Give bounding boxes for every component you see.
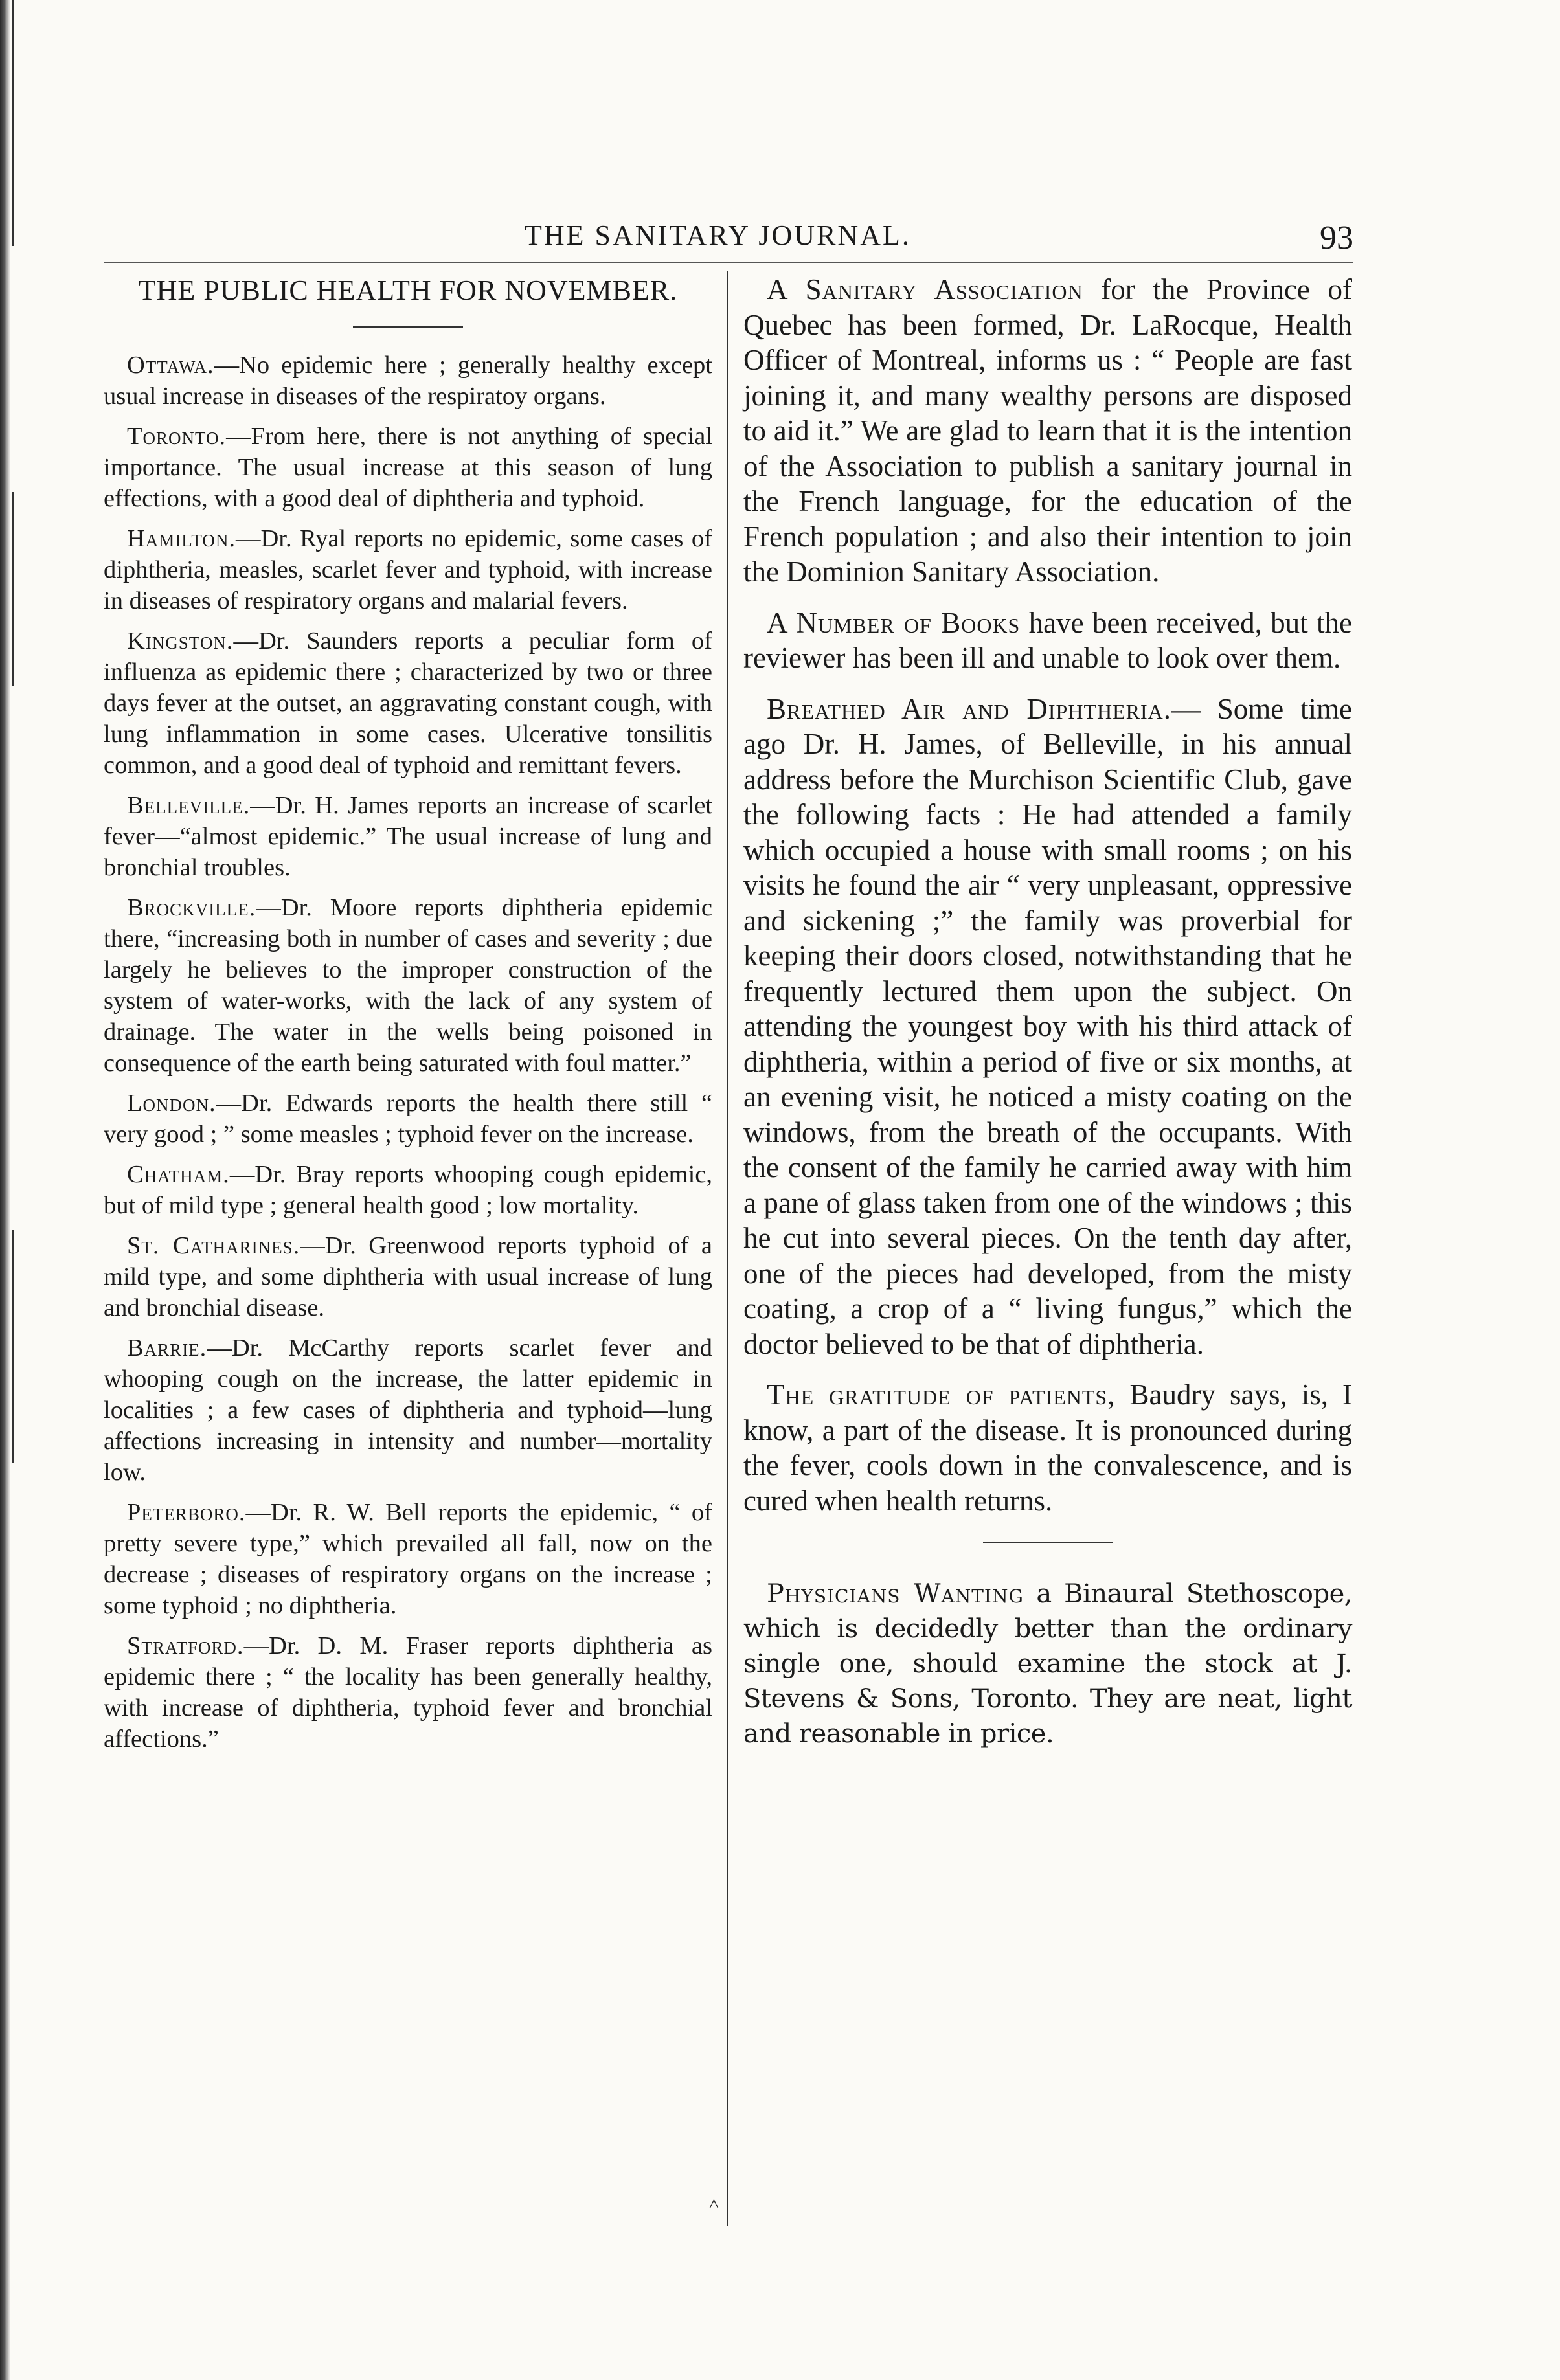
note-lead: The gratitude of patients, — [767, 1378, 1116, 1411]
report-entry — [104, 523, 712, 616]
report-entry — [104, 1630, 712, 1755]
scan-edge-mark — [12, 0, 14, 246]
report-place: Brockville. — [127, 894, 256, 921]
report-entry — [104, 625, 712, 781]
note-paragraph — [743, 691, 1352, 1362]
column-divider — [727, 271, 728, 2226]
column-title: THE PUBLIC HEALTH FOR NOVEMBER. — [138, 275, 678, 306]
report-entry — [104, 1332, 712, 1488]
ad-lead: Physicians Wanting — [767, 1579, 1024, 1609]
notes-section — [743, 272, 1352, 1518]
report-text: —Dr. Greenwood reports typhoid of a mild type, and some diphtheria with usual increase of lung and bronchial disease. — [104, 1232, 712, 1321]
report-entry — [104, 350, 712, 412]
report-entry — [104, 1230, 712, 1323]
note-lead: A Number of Books — [767, 606, 1021, 639]
report-place: London. — [127, 1090, 216, 1117]
note-text: — Some time ago Dr. H. James, of Belleville, in his annual address before the Murchison Scientific Club, gave the following facts : He had attended a family which occupied a house with small rooms ; on his visits he found the air “ very unpleasant, oppressive and sickening ;” the family was proverbial for keeping their doors closed, notwithstanding that he frequently lectured them upon the subject. On attending the youngest boy with his third attack of diphtheria, within a period of five or six months, at an evening visit, he noticed a misty coating on the windows, from the breath of the occupants. With the consent of the family he carried away with him a pane of glass taken from one of the windows ; this he cut into several pieces. On the tenth day after, one of the pieces had developed, from the misty coating, a crop of a “ living fungus,” which the doctor believed to be that of diphtheria. — [743, 692, 1353, 1360]
section-rule — [983, 1542, 1113, 1543]
report-text: —From here, there is not anything of special importance. The usual increase at this season of lung effections, with a good deal of diphtheria and typhoid. — [104, 423, 712, 512]
header-rule — [104, 262, 1353, 263]
report-text: —Dr. Saunders reports a peculiar form of influenza as epidemic there ; characterized by two or three days fever at the outset, an aggravating constant cough, with lung inflammation in some cases. Ulcerative tonsilitis common, and a good deal of typhoid and remittant fevers. — [104, 627, 712, 779]
left-column — [104, 272, 712, 1764]
scan-edge-mark — [12, 1230, 14, 1463]
title-rule — [353, 326, 463, 328]
note-lead: A Sanitary Association — [767, 273, 1083, 306]
report-entry — [104, 1497, 712, 1621]
report-place: Barrie. — [127, 1334, 207, 1362]
report-place: St. Catharines. — [127, 1232, 300, 1259]
report-place: Hamilton. — [127, 525, 236, 552]
report-place: Kingston. — [127, 627, 234, 655]
health-reports — [104, 350, 712, 1755]
report-text: —Dr. R. W. Bell reports the epidemic, “ of pretty severe type,” which prevailed all fall, now on the decrease ; diseases of respiratory organs on the increase ; some typhoid ; no diphtheria. — [104, 1499, 712, 1619]
report-place: Chatham. — [127, 1161, 230, 1188]
report-place: Toronto. — [127, 423, 227, 450]
report-text: —Dr. Bray reports whooping cough epidemic, but of mild type ; general health good ; low mortality. — [104, 1161, 712, 1219]
advertisement — [743, 1577, 1352, 1751]
note-lead: Breathed Air and Diphtheria. — [767, 692, 1172, 725]
note-text: Baudry says, is, I know, a part of the disease. It is pronounced during the fever, cools down in the convalescence, and is cured when health returns. — [743, 1378, 1352, 1517]
report-text: —Dr. Moore reports diphtheria epidemic there, “increasing both in number of cases and severity ; due largely he believes to the improper construction of the system of water-works, with the lack of any system of drainage. The water in the wells being poisoned in consequence of the earth being saturated with foul matter.” — [104, 894, 712, 1077]
report-text: —Dr. D. M. Fraser reports diphtheria as epidemic there ; “ the locality has been generally healthy, with increase of diphtheria, typhoid fever and bronchial affections.” — [104, 1632, 712, 1753]
page-number: 93 — [1320, 219, 1353, 256]
note-paragraph — [743, 605, 1352, 676]
report-entry — [104, 421, 712, 514]
scan-edge-shadow — [0, 0, 10, 2380]
note-paragraph — [743, 1377, 1352, 1518]
report-entry — [104, 892, 712, 1079]
report-entry — [104, 1088, 712, 1150]
ad-text: a Binaural Stethoscope, which is decidedly better than the ordinary single one, should examine the stock at J. Stevens & Sons, Toronto. They are neat, light and reasonable in price. — [743, 1579, 1352, 1749]
report-text: —Dr. McCarthy reports scarlet fever and whooping cough on the increase, the latter epidemic in localities ; a few cases of diphtheria and typhoid—lung affections increasing in intensity and number—mortality low. — [104, 1334, 712, 1486]
running-head: THE SANITARY JOURNAL. — [525, 219, 911, 251]
report-place: Belleville. — [127, 792, 251, 819]
report-place: Peterboro. — [127, 1499, 246, 1526]
note-text: have been received, but the reviewer has been ill and unable to look over them. — [743, 606, 1352, 674]
page-header — [104, 219, 1353, 264]
report-entry — [104, 1159, 712, 1221]
note-text: for the Province of Quebec has been formed, Dr. LaRocque, Health Officer of Montreal, informs us : “ People are fast joining it, and many wealthy persons are disposed to aid it.” We are glad to learn that it is the intention of the Association to publish a sanitary journal in the French language, for the education of the French population ; and also their intention to join the Dominion Sanitary Association. — [743, 273, 1352, 588]
report-text: —No epidemic here ; generally healthy except usual increase in diseases of the respiratoy organs. — [104, 352, 712, 410]
bottom-mark: ˄ — [708, 2194, 719, 2215]
note-paragraph — [743, 272, 1352, 590]
right-column — [743, 272, 1352, 1767]
report-text: —Dr. Edwards reports the health there still “ very good ; ” some measles ; typhoid fever on the increase. — [104, 1090, 712, 1148]
report-text: —Dr. Ryal reports no epidemic, some cases of diphtheria, measles, scarlet fever and typhoid, with increase in diseases of respiratory organs and malarial fevers. — [104, 525, 712, 614]
report-text: —Dr. H. James reports an increase of scarlet fever—“almost epidemic.” The usual increase of lung and bronchial troubles. — [104, 792, 712, 881]
report-place: Stratford. — [127, 1632, 244, 1659]
report-entry — [104, 790, 712, 883]
report-place: Ottawa. — [127, 352, 214, 379]
scan-edge-mark — [12, 492, 14, 686]
